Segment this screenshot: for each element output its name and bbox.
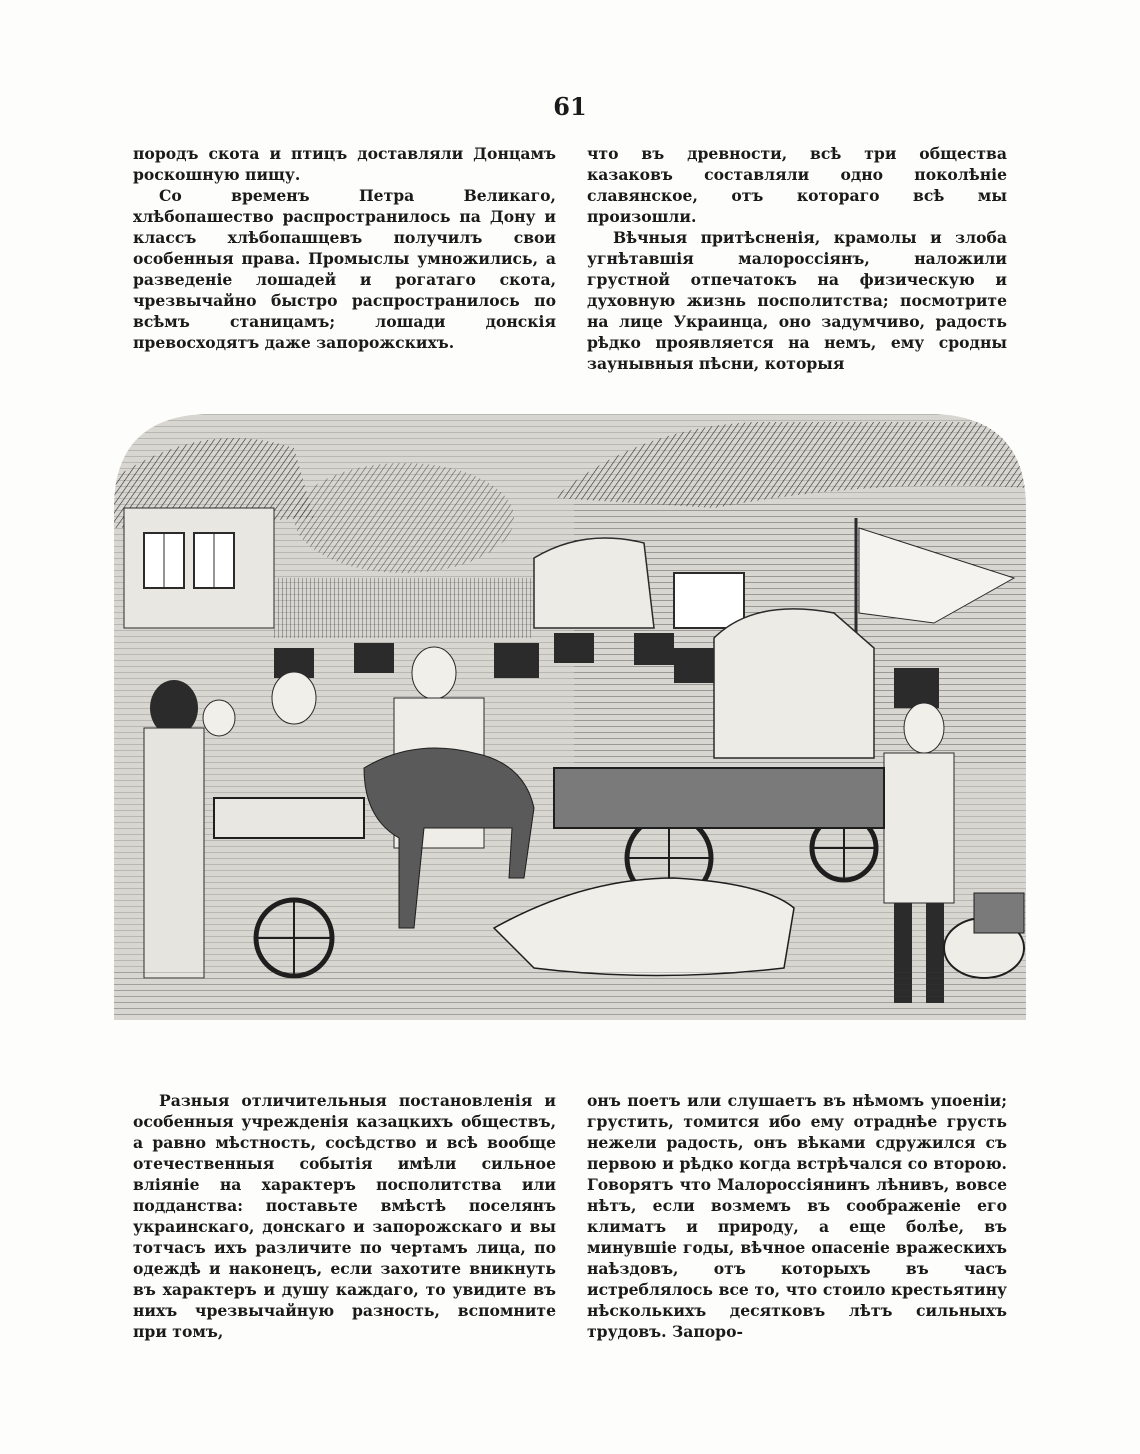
paragraph: Со временъ Петра Великаго, хлѣбопашество распространилось па Дону и классъ хлѣбопашцевъ получилъ свои особенныя права. Промыслы умножились, а разведеніе лошадей и рогатаго скота, чрезвычайно быстро распространилось по всѣмъ станицамъ; лошади донскія превосходятъ даже запорожскихъ.: [133, 186, 556, 352]
wagon-cover: [534, 538, 654, 628]
column-bottom-left: [133, 1090, 556, 1342]
paragraph: Разныя отличительныя постановленія и особенныя учрежденія казацкихъ обществъ, а равно мѣстность, сосѣдство и всѣ вообще отечественныя событія имѣли сильное вліяніе на характеръ посполитства или подданства: поставьте вмѣстѣ поселянъ украинскаго, донскаго и запорожскаго и вы тотчасъ ихъ различите по чертамъ лица, по одеждѣ и наконецъ, если захотите вникнуть въ характеръ и душу каждаго, то увидите въ нихъ чрезвычайную разность, вспомните при томъ,: [133, 1091, 556, 1341]
wagon-cover: [714, 609, 874, 758]
column-top-right: [587, 143, 1007, 374]
paragraph: Вѣчныя притѣсненія, крамолы и злоба угнѣтавшія малороссіянъ, наложили грустной отпечатокъ на физическую и духовную жизнь посполитства; посмотрите на лице Украинца, оно задумчиво, радость рѣдко проявляется на немъ, ему сродны заунывныя пѣсни, которыя: [587, 228, 1007, 373]
paragraph: что въ древности, всѣ три общества казаковъ составляли одно поколѣніе славянское, отъ котораго всѣ мы произошли.: [587, 144, 1007, 226]
page-number: 61: [553, 92, 587, 121]
paragraph: онъ поетъ или слушаетъ въ нѣмомъ упоеніи; грустить, томится ибо ему отраднѣе грусть нежели радость, онъ вѣками сдружился съ первою и рѣдко когда встрѣчался со второю. Говорятъ что Малороссіянинъ лѣнивъ, вовсе нѣтъ, если возмемъ въ соображеніе его климатъ и природу, а еще болѣе, въ минувшіе годы, вѣчное опасеніе вражескихъ наѣздовъ, отъ которыхъ въ часъ истреблялось все то, что стоило крестьятину нѣсколькихъ десятковъ лѣтъ сильныхъ трудовъ. Запоро-: [587, 1091, 1007, 1341]
trees: [294, 463, 514, 573]
paragraph: породъ скота и птицъ доставляли Донцамъ роскошную пищу.: [133, 144, 556, 184]
market-scene-engraving: [114, 408, 1026, 1020]
engraving-illustration: [114, 408, 1026, 1020]
column-top-left: [133, 143, 556, 353]
column-bottom-right: [587, 1090, 1007, 1342]
window: [674, 573, 744, 628]
